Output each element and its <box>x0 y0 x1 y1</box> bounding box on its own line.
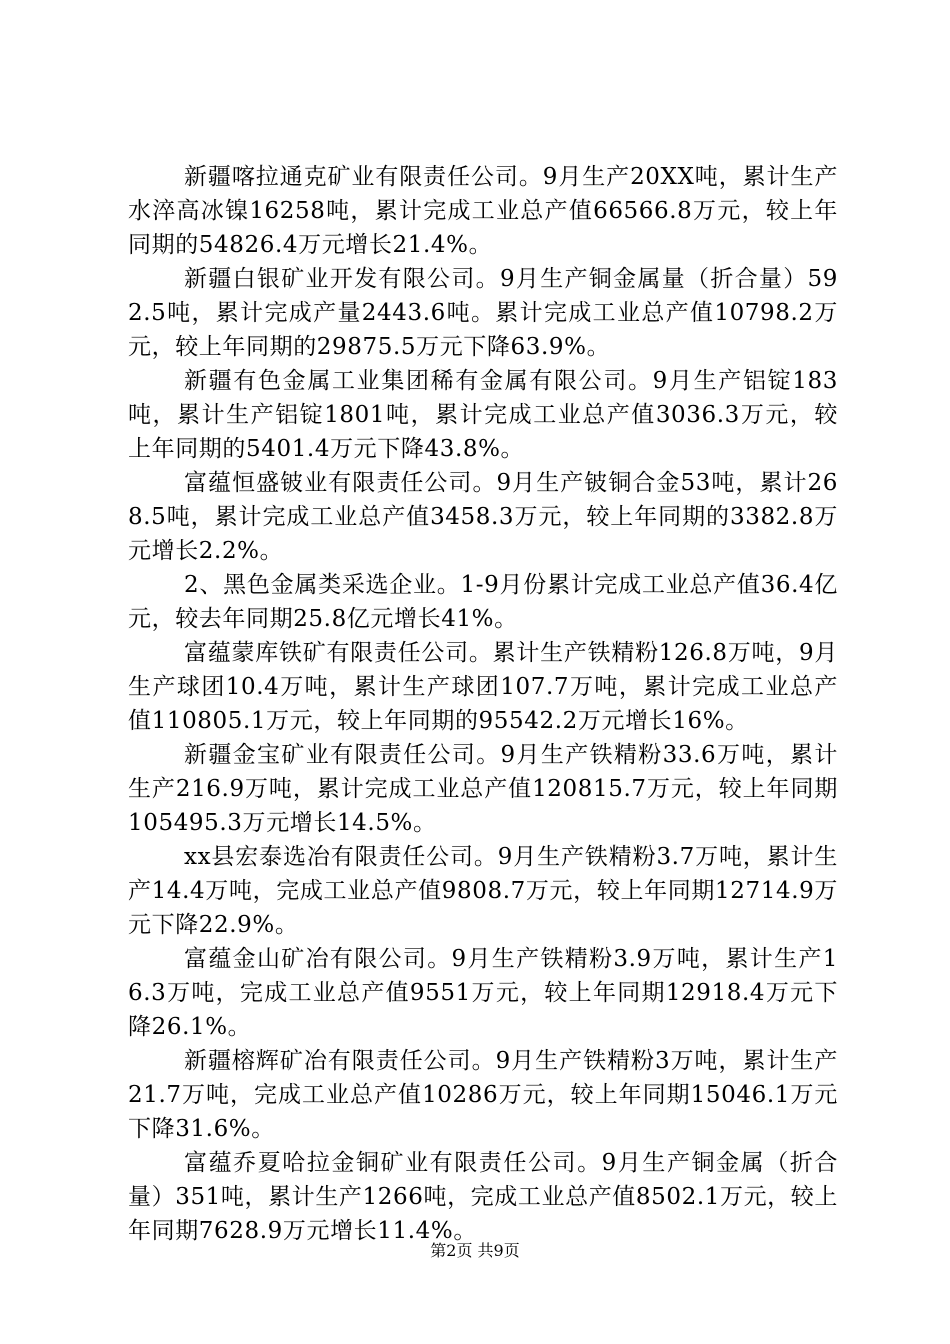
document-body <box>128 160 838 1248</box>
paragraph-mengku: 富蕴蒙库铁矿有限责任公司。累计生产铁精粉126.8万吨，9月生产球团10.4万吨，累计生产球团107.7万吨，累计完成工业总产值110805.1万元，较上年同期的95542.2万元增长16%。 <box>128 640 838 734</box>
paragraph-ferrous-summary: 2、黑色金属类采选企业。1-9月份累计完成工业总产值36.4亿元，较去年同期25.8亿元增长41%。 <box>128 572 838 632</box>
paragraph-qiaoxiahala: 富蕴乔夏哈拉金铜矿业有限责任公司。9月生产铜金属（折合量）351吨，累计生产1266吨，完成工业总产值8502.1万元，较上年同期7628.9万元增长11.4%。 <box>128 1150 838 1244</box>
paragraph-jinbao: 新疆金宝矿业有限责任公司。9月生产铁精粉33.6万吨，累计生产216.9万吨，累计完成工业总产值120815.7万元，较上年同期105495.3万元增长14.5%。 <box>128 742 838 836</box>
page-number-footer: 第2页 共9页 <box>430 1241 520 1260</box>
paragraph-rare-metals: 新疆有色金属工业集团稀有金属有限公司。9月生产铝锭183吨，累计生产铝锭1801吨，累计完成工业总产值3036.3万元，较上年同期的5401.4万元下降43.8%。 <box>128 368 838 462</box>
paragraph-karatongke: 新疆喀拉通克矿业有限责任公司。9月生产20XX吨，累计生产水淬高冰镍16258吨，累计完成工业总产值66566.8万元，较上年同期的54826.4万元增长21.4%。 <box>128 164 838 258</box>
paragraph-hengsheng: 富蕴恒盛铍业有限责任公司。9月生产铍铜合金53吨，累计268.5吨，累计完成工业总产值3458.3万元，较上年同期的3382.8万元增长2.2%。 <box>128 470 838 564</box>
paragraph-jinshan: 富蕴金山矿冶有限公司。9月生产铁精粉3.9万吨，累计生产16.3万吨，完成工业总产值9551万元，较上年同期12918.4万元下降26.1%。 <box>128 946 838 1040</box>
paragraph-hongtai: xx县宏泰选冶有限责任公司。9月生产铁精粉3.7万吨，累计生产14.4万吨，完成工业总产值9808.7万元，较上年同期12714.9万元下降22.9%。 <box>128 844 838 938</box>
paragraph-ronghui: 新疆榕辉矿冶有限责任公司。9月生产铁精粉3万吨，累计生产21.7万吨，完成工业总产值10286万元，较上年同期15046.1万元下降31.6%。 <box>128 1048 838 1142</box>
paragraph-baiyin: 新疆白银矿业开发有限公司。9月生产铜金属量（折合量）592.5吨，累计完成产量2443.6吨。累计完成工业总产值10798.2万元，较上年同期的29875.5万元下降63.9%。 <box>128 266 838 360</box>
